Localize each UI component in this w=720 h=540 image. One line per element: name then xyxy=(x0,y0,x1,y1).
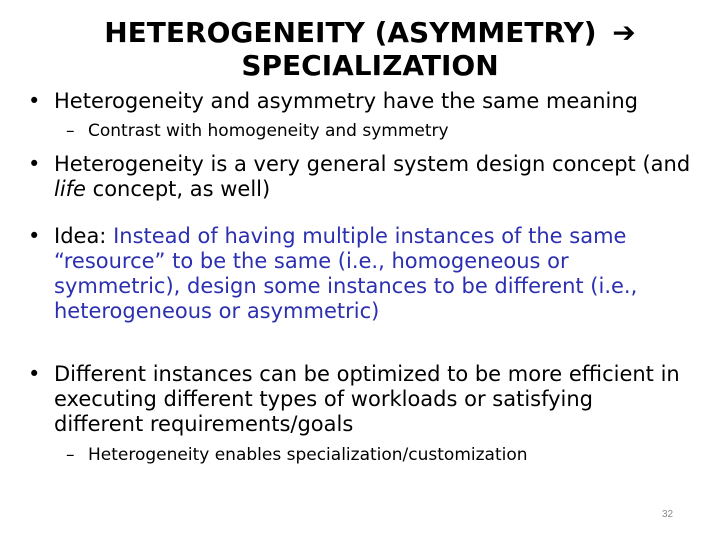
title-line-1: HETEROGENEITY (ASYMMETRY) xyxy=(104,16,597,49)
slide-title xyxy=(60,16,680,82)
page-number: 32 xyxy=(662,509,674,520)
sub-bullet-text: Contrast with homogeneity and symmetry xyxy=(88,121,449,141)
italic-word: life xyxy=(54,177,86,201)
bullet-icon: • xyxy=(28,89,41,113)
idea-text-line: “resource” to be the same (i.e., homogeneous or xyxy=(54,249,569,273)
bullet-text-line: concept, as well) xyxy=(85,177,271,201)
sub-bullet-text: Heterogeneity enables specialization/customization xyxy=(88,445,528,465)
bullet-icon: • xyxy=(28,224,41,248)
dash-icon: – xyxy=(66,445,75,465)
bullet-text-line: different requirements/goals xyxy=(54,412,354,436)
idea-text-line: symmetric), design some instances to be different (i.e., xyxy=(54,274,638,298)
idea-text-line: heterogeneous or asymmetric) xyxy=(54,299,380,323)
bullet-text-line: Different instances can be optimized to be more efficient in xyxy=(54,362,680,386)
idea-label: Idea: xyxy=(54,224,114,248)
title-line-2: SPECIALIZATION xyxy=(241,49,499,82)
bullet-text-line: executing different types of workloads or satisfying xyxy=(54,387,594,411)
arrow-right-icon: ➔ xyxy=(612,16,636,49)
bullet-icon: • xyxy=(28,152,41,176)
bullet-icon: • xyxy=(28,362,41,386)
bullet-text-line: Heterogeneity is a very general system design concept (and xyxy=(54,152,691,176)
dash-icon: – xyxy=(66,121,75,141)
idea-text-line: Instead of having multiple instances of the same xyxy=(113,224,627,248)
bullet-text: Heterogeneity and asymmetry have the same meaning xyxy=(54,89,638,113)
